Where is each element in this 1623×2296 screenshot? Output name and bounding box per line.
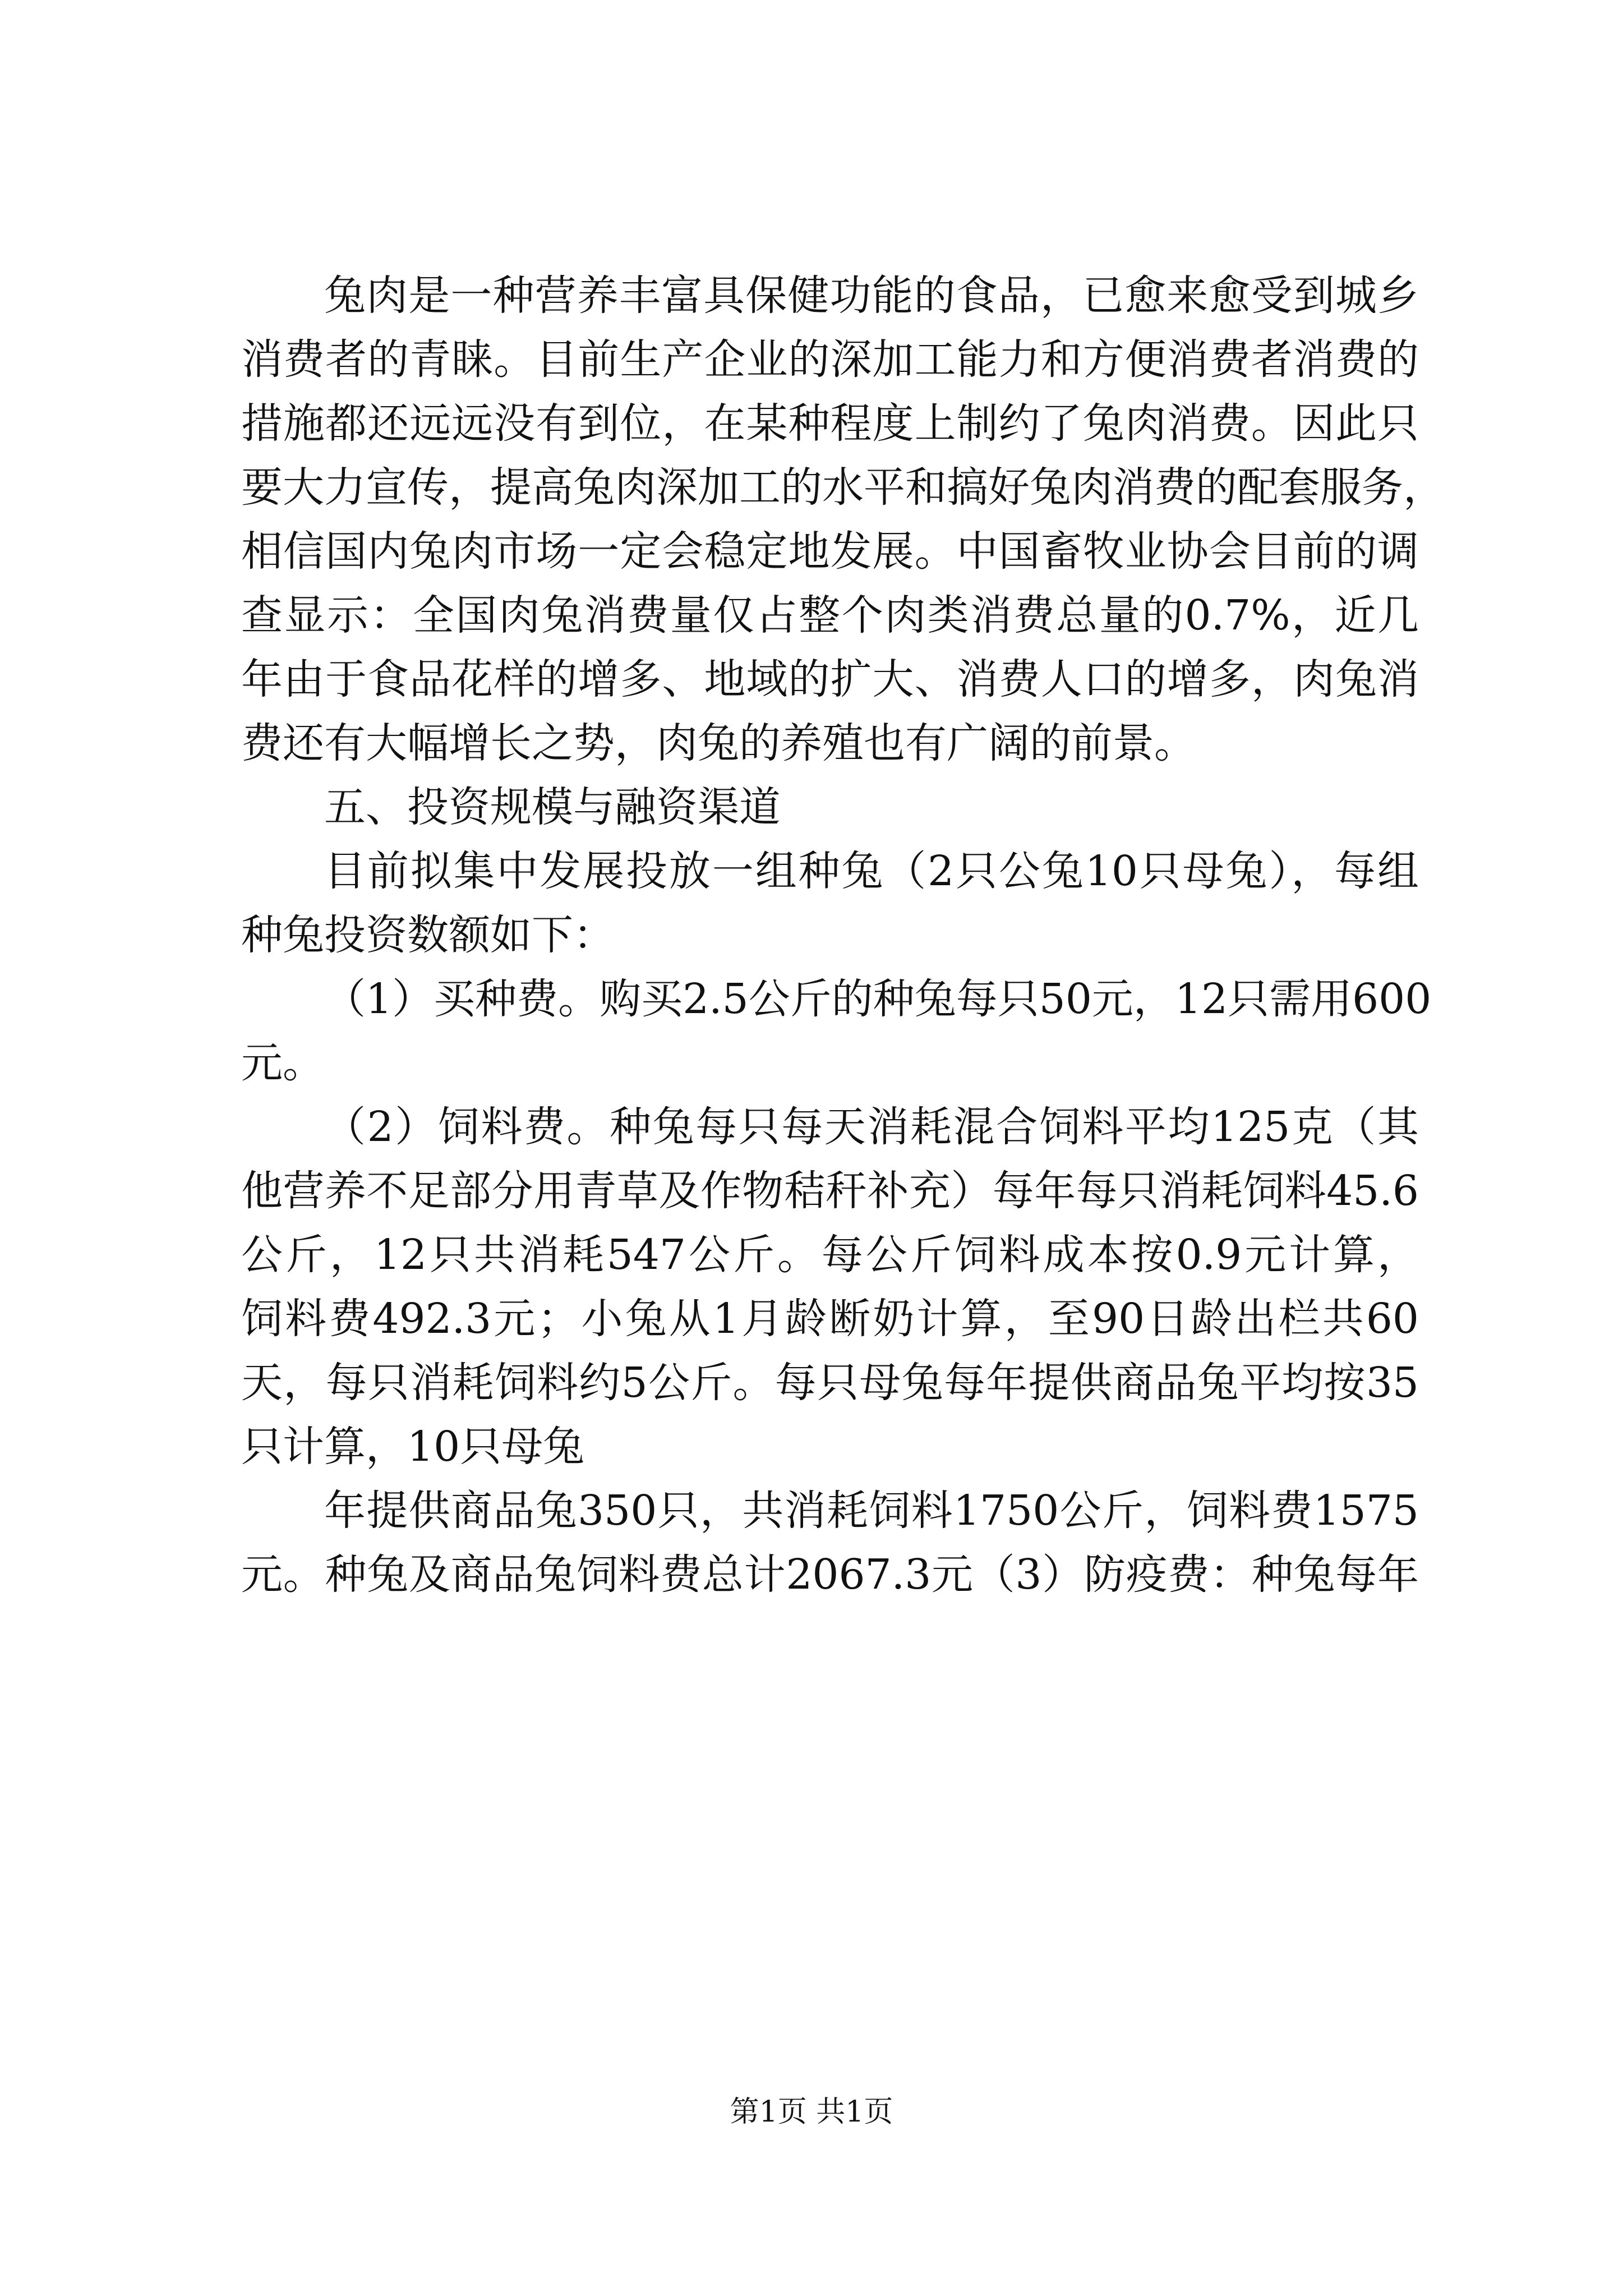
paragraph-5-line-4: 饲料费492.3元；小兔从1月龄断奶计算，至90日龄出栏共60	[241, 1295, 1419, 1343]
paragraph-5-line-1: （2）饲料费。种兔每只每天消耗混合饲料平均125克（其	[324, 1103, 1419, 1151]
section-heading: 五、投资规模与融资渠道	[324, 783, 781, 831]
paragraph-1-line-6: 查显示：全国肉兔消费量仅占整个肉类消费总量的0.7%，近几	[241, 591, 1419, 639]
paragraph-1-line-2: 消费者的青睐。目前生产企业的深加工能力和方便消费者消费的	[241, 335, 1419, 384]
paragraph-5-line-2: 他营养不足部分用青草及作物秸秆补充）每年每只消耗饲料45.6	[241, 1167, 1419, 1215]
document-body	[241, 264, 1445, 1607]
paragraph-5-line-3: 公斤，12只共消耗547公斤。每公斤饲料成本按0.9元计算，	[241, 1231, 1419, 1279]
paragraph-1-line-8: 费还有大幅增长之势，肉兔的养殖也有广阔的前景。	[241, 719, 1196, 767]
paragraph-1-line-1: 兔肉是一种营养丰富具保健功能的食品，已愈来愈受到城乡	[324, 272, 1419, 320]
page-footer	[0, 2092, 1623, 2132]
paragraph-1-line-7: 年由于食品花样的增多、地域的扩大、消费人口的增多，肉兔消	[241, 655, 1419, 703]
paragraph-6-line-1: 年提供商品兔350只，共消耗饲料1750公斤，饲料费1575	[324, 1487, 1419, 1535]
page-number-label: 第1页 共1页	[730, 2095, 893, 2129]
paragraph-6-line-2: 元。种兔及商品兔饲料费总计2067.3元（3）防疫费：种兔每年	[241, 1550, 1419, 1599]
paragraph-1-line-5: 相信国内兔肉市场一定会稳定地发展。中国畜牧业协会目前的调	[241, 527, 1419, 576]
paragraph-1-line-4: 要大力宣传，提高兔肉深加工的水平和搞好兔肉消费的配套服务，	[241, 463, 1445, 512]
paragraph-4-line-1: （1）买种费。购买2.5公斤的种兔每只50元，12只需用600	[324, 975, 1432, 1023]
paragraph-5-line-5: 天，每只消耗饲料约5公斤。每只母兔每年提供商品兔平均按35	[241, 1359, 1419, 1407]
paragraph-1-line-3: 措施都还远远没有到位，在某种程度上制约了兔肉消费。因此只	[241, 399, 1419, 448]
paragraph-3-line-2: 种兔投资数额如下：	[241, 911, 615, 959]
paragraph-5-line-6: 只计算，10只母兔	[241, 1423, 585, 1471]
paragraph-4-line-2: 元。	[241, 1039, 324, 1087]
paragraph-3-line-1: 目前拟集中发展投放一组种兔（2只公兔10只母兔），每组	[324, 847, 1419, 895]
